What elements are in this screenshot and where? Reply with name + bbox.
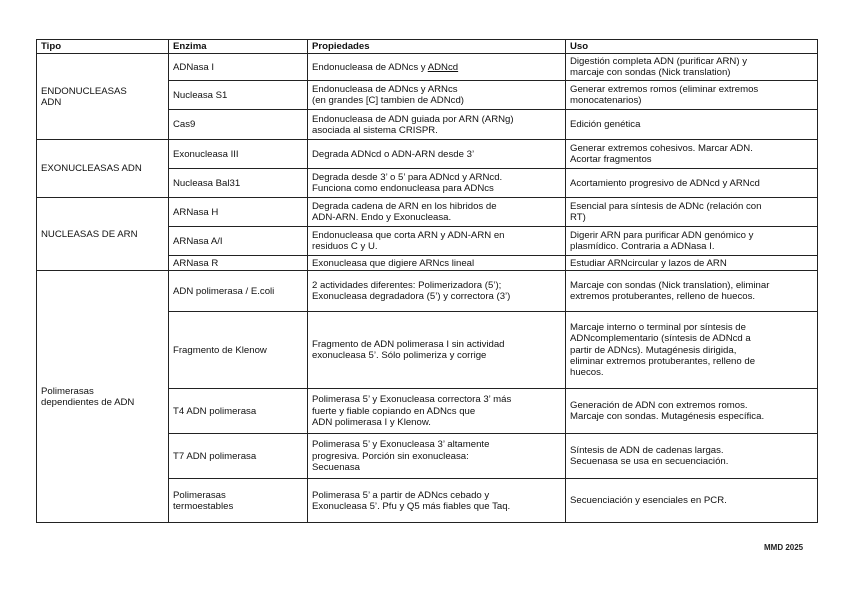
propiedades-cell	[308, 110, 566, 140]
propiedades-cell	[308, 54, 566, 81]
uso-cell	[566, 227, 818, 256]
prop-line: Degrada desde 3’ o 5’ para ADNcd y ARNcd.	[312, 172, 503, 183]
prop-line: Exonucleasa 5’. Pfu y Q5 más fiables que Taq.	[312, 500, 511, 512]
uso-line: marcaje con sondas (Nick translation)	[570, 67, 731, 79]
propiedades-cell	[308, 81, 566, 110]
tipo-line: Polimerasas	[41, 385, 94, 397]
propiedades-cell	[308, 169, 566, 198]
prop-line: fuerte y fiable copiando en ADNcs que	[312, 405, 476, 417]
enzima-cell: T7 ADN polimerasa	[169, 434, 308, 479]
prop-line: Endonucleasa de ADNcs y ARNcs	[312, 84, 458, 95]
header-propiedades: Propiedades	[308, 40, 566, 54]
uso-cell	[566, 140, 818, 169]
uso-line: partir de ADNcs). Mutagénesis dirigida,	[570, 344, 737, 356]
prop-line: ADN polimerasa I y Klenow.	[312, 416, 431, 428]
propiedades-cell	[308, 479, 566, 523]
propiedades-cell	[308, 312, 566, 389]
uso-line: Generar extremos cohesivos. Marcar ADN.	[570, 143, 753, 154]
uso-line: extremos protuberantes, relleno de huecos.	[570, 291, 756, 303]
uso-line: Digerir ARN para purificar ADN genómico y	[570, 230, 754, 241]
propiedades-cell	[308, 198, 566, 227]
enzima-cell: Nucleasa S1	[169, 81, 308, 110]
table-row	[37, 198, 818, 227]
enzima-cell: Cas9	[169, 110, 308, 140]
prop-line: Funciona como endonucleasa para ADNcs	[312, 183, 494, 195]
enzima-line: termoestables	[173, 500, 234, 512]
propiedades-cell	[308, 434, 566, 479]
header-tipo: Tipo	[37, 40, 169, 54]
uso-cell	[566, 271, 818, 312]
tipo-exonucleasas: EXONUCLEASAS ADN	[37, 140, 169, 198]
prop-line: Polimerasa 5’ y Exonucleasa 3’ altamente	[312, 439, 490, 451]
enzima-line: Polimerasas	[173, 489, 226, 501]
tipo-polimerasas	[37, 271, 169, 523]
uso-line: Marcaje interno o terminal por síntesis de	[570, 322, 746, 334]
uso-line: huecos.	[570, 367, 604, 378]
prop-line: 2 actividades diferentes: Polimerizadora (5’);	[312, 280, 502, 291]
enzima-cell	[169, 479, 308, 523]
footer-credit: MMD 2025	[764, 543, 804, 552]
propiedades-cell: Exonucleasa que digiere ARNcs lineal	[308, 256, 566, 271]
enzima-cell: Fragmento de Klenow	[169, 312, 308, 389]
propiedades-cell: Degrada ADNcd o ADN-ARN desde 3’	[308, 140, 566, 169]
enzima-cell: ARNasa R	[169, 256, 308, 271]
prop-line: Fragmento de ADN polimerasa I sin actividad	[312, 339, 505, 350]
uso-cell: Acortamiento progresivo de ADNcd y ARNcd	[566, 169, 818, 198]
prop-line: ADN-ARN. Endo y Exonucleasa.	[312, 212, 452, 224]
enzima-cell: Nucleasa Bal31	[169, 169, 308, 198]
enzima-cell: T4 ADN polimerasa	[169, 389, 308, 434]
uso-line: Esencial para síntesis de ADNc (relación con	[570, 201, 762, 212]
propiedades-cell	[308, 227, 566, 256]
uso-line: Generar extremos romos (eliminar extremos	[570, 84, 759, 95]
prop-line: residuos C y U.	[312, 241, 378, 253]
prop-line: Polimerasa 5’ a partir de ADNcs cebado y	[312, 489, 490, 501]
propiedades-cell	[308, 271, 566, 312]
uso-cell	[566, 434, 818, 479]
header-uso: Uso	[566, 40, 818, 54]
uso-cell	[566, 54, 818, 81]
uso-cell	[566, 198, 818, 227]
uso-line: RT)	[570, 212, 586, 224]
uso-line: Secuenasa se usa en secuenciación.	[570, 456, 729, 468]
tipo-nucleasas-arn: NUCLEASAS DE ARN	[37, 198, 169, 271]
enzima-cell: ARNasa A/I	[169, 227, 308, 256]
header-row	[37, 40, 818, 54]
prop-line: (en grandes [C] tambien de ADNcd)	[312, 95, 464, 107]
tipo-endonucleasas	[37, 54, 169, 140]
uso-line: Generación de ADN con extremos romos.	[570, 400, 748, 411]
table-row	[37, 140, 818, 169]
enzima-cell: Exonucleasa III	[169, 140, 308, 169]
prop-line: Degrada cadena de ARN en los hibridos de	[312, 201, 497, 212]
uso-cell	[566, 312, 818, 389]
uso-cell	[566, 81, 818, 110]
prop-line: progresiva. Porción sin exonucleasa:	[312, 450, 469, 462]
prop-line: Endonucleasa que corta ARN y ADN-ARN en	[312, 230, 505, 241]
uso-cell	[566, 389, 818, 434]
enzima-cell: ADNasa I	[169, 54, 308, 81]
uso-line: Marcaje con sondas. Mutagénesis específica.	[570, 411, 765, 423]
table-row	[37, 54, 818, 81]
uso-line: Acortar fragmentos	[570, 154, 652, 166]
uso-line: plasmídico. Contraria a ADNasa I.	[570, 241, 715, 253]
prop-line: Endonucleasa de ADN guiada por ARN (ARNg)	[312, 113, 514, 125]
prop-line: asociada al sistema CRISPR.	[312, 124, 438, 136]
uso-cell: Estudiar ARNcircular y lazos de ARN	[566, 256, 818, 271]
uso-cell: Edición genética	[566, 110, 818, 140]
tipo-line: ADN	[41, 96, 62, 108]
enzima-cell: ADN polimerasa / E.coli	[169, 271, 308, 312]
tipo-line: dependientes de ADN	[41, 396, 135, 408]
prop-line: exonucleasa 5’. Sólo polimeriza y corrige	[312, 350, 487, 362]
uso-line: Síntesis de ADN de cadenas largas.	[570, 445, 724, 456]
uso-cell: Secuenciación y esenciales en PCR.	[566, 479, 818, 523]
tipo-line: ENDONUCLEASAS	[41, 85, 127, 97]
enzyme-table	[36, 39, 818, 523]
uso-line: eliminar extremos protuberantes, relleno de	[570, 355, 756, 367]
propiedades-cell	[308, 389, 566, 434]
prop-text: Endonucleasa de ADNcs y	[312, 61, 428, 73]
uso-line: Marcaje con sondas (Nick translation), eliminar	[570, 280, 770, 291]
prop-line: Secuenasa	[312, 461, 361, 473]
prop-line: Exonucleasa degradadora (5’) y correctora (3’)	[312, 291, 511, 303]
uso-line: monocatenarios)	[570, 95, 642, 107]
prop-underlined: ADNcd	[427, 61, 459, 73]
prop-line: Polimerasa 5’ y Exonucleasa correctora 3’ más	[312, 394, 512, 406]
table-row	[37, 271, 818, 312]
uso-line: Digestión completa ADN (purificar ARN) y	[570, 56, 748, 67]
uso-line: ADNcomplementario (síntesis de ADNcd a	[570, 333, 751, 345]
enzima-cell: ARNasa H	[169, 198, 308, 227]
header-enzima: Enzima	[169, 40, 308, 54]
